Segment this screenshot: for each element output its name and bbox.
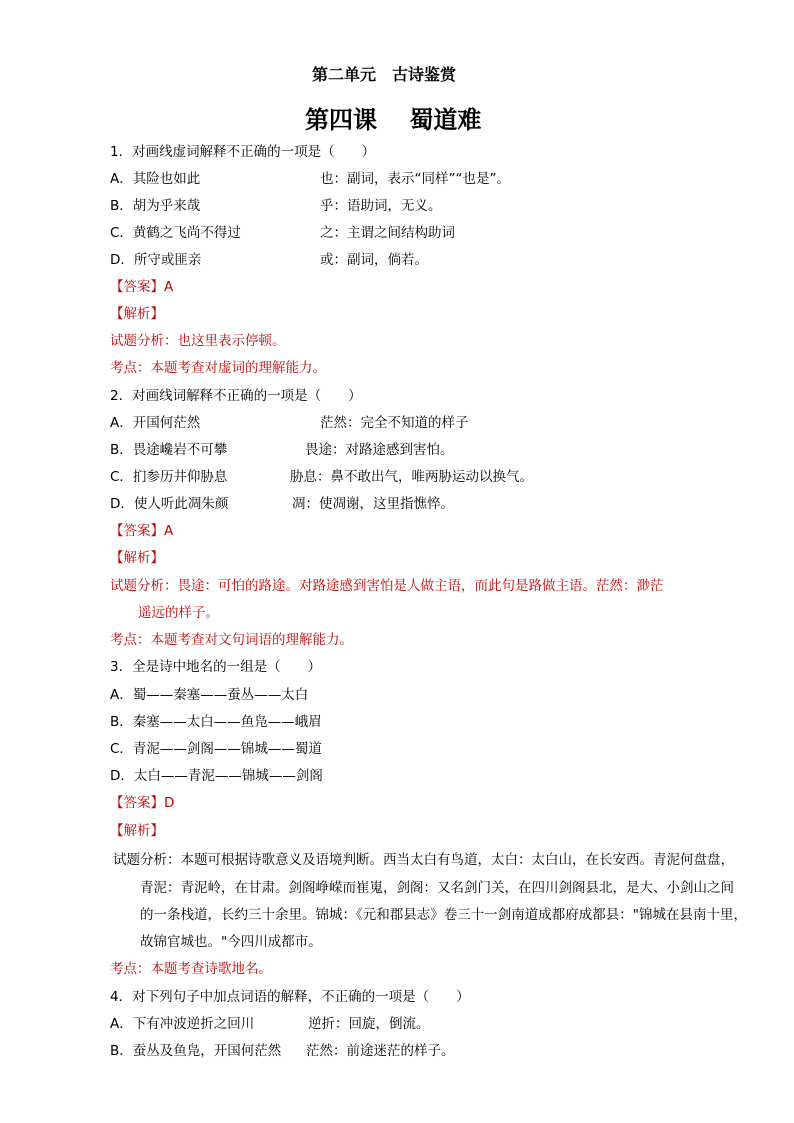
q2-option-b: B．畏途巉岩不可攀 畏途：对路途感到害怕。	[110, 442, 454, 458]
q4-option-a-note: 逆折：回旋，倒流。	[308, 1016, 430, 1032]
q3-option-b: B．秦塞——太白——鱼凫——峨眉	[110, 714, 322, 730]
q3-analysis-label: 【解析】	[110, 823, 164, 839]
q1-point: 考点：本题考查对虚词的理解能力。	[110, 360, 326, 376]
unit-title: 第二单元 古诗鉴赏	[312, 65, 457, 84]
q3-option-c: C．青泥——剑阁——锦城——蜀道	[110, 741, 322, 757]
q2-option-c: C．扪参历井仰胁息 胁息：鼻不敢出气，唯两胁运动以换气。	[110, 469, 533, 485]
q3-question: 3．全是诗中地名的一组是（ ）	[110, 659, 322, 675]
q1-option-b: B．胡为乎来哉 乎：语助词，无义。	[110, 198, 442, 214]
q3-option-d: D．太白——青泥——锦城——剑阁	[110, 768, 323, 784]
q2-option-b-note: 畏途：对路途感到害怕。	[305, 442, 454, 458]
q3-analysis-line-2: 青泥：青泥岭，在甘肃。剑阁峥嵘而崔嵬，剑阁：又名剑门关，在四川剑阁县北，是大、小剑山之间	[140, 880, 734, 896]
q3-analysis-line-3: 的一条栈道，长约三十余里。锦城：《元和郡县志》卷三十一剑南道成都府成都县："锦城在县南十里，	[140, 907, 747, 923]
q2-analysis-line-1: 试题分析：畏途：可怕的路途。对路途感到害怕是人做主语，而此句是路做主语。茫然：渺茫	[110, 578, 664, 594]
q3-analysis-line-4: 故锦官城也。"今四川成都市。	[140, 934, 322, 950]
q3-analysis-line-1: 试题分析：本题可根据诗歌意义及语境判断。西当太白有鸟道，太白：太白山，在长安西。青泥何盘盘，	[113, 852, 734, 868]
q3-answer: 【答案】D	[110, 795, 175, 811]
q1-analysis-label: 【解析】	[110, 306, 164, 322]
q2-point: 考点：本题考查对文句词语的理解能力。	[110, 632, 353, 648]
q2-option-a: A．开国何茫然 茫然：完全不知道的样子	[110, 415, 469, 431]
q4-option-b-note: 茫然：前途迷茫的样子。	[306, 1043, 455, 1059]
q1-option-c-note: 之：主谓之间结构助词	[320, 225, 455, 241]
q1-option-c: C．黄鹤之飞尚不得过 之：主谓之间结构助词	[110, 225, 455, 241]
q1-option-b-note: 乎：语助词，无义。	[320, 198, 442, 214]
q2-answer: 【答案】A	[110, 523, 174, 539]
q4-option-b: B．蚕丛及鱼凫，开国何茫然 茫然：前途迷茫的样子。	[110, 1043, 455, 1059]
q1-option-d: D．所守或匪亲 或：副词，倘若。	[110, 252, 428, 268]
q3-option-a: A．蜀——秦塞——蚕丛——太白	[110, 687, 309, 703]
q2-analysis-label: 【解析】	[110, 550, 164, 566]
q1-option-a-note: 也：副词，表示“同样”“也是”。	[320, 171, 510, 187]
q2-question: 2．对画线词解释不正确的一项是（ ）	[110, 388, 362, 404]
q1-option-d-note: 或：副词，倘若。	[320, 252, 428, 268]
q4-option-a: A．下有冲波逆折之回川 逆折：回旋，倒流。	[110, 1016, 430, 1032]
q2-option-c-note: 胁息：鼻不敢出气，唯两胁运动以换气。	[290, 469, 533, 485]
lesson-title: 第四课 蜀道难	[305, 105, 482, 134]
q2-analysis-line-2: 遥远的样子。	[138, 605, 219, 621]
q2-option-a-note: 茫然：完全不知道的样子	[320, 415, 469, 431]
q1-option-a: A．其险也如此 也：副词，表示“同样”“也是”。	[110, 171, 510, 187]
q1-answer: 【答案】A	[110, 279, 174, 295]
q1-question: 1．对画线虚词解释不正确的一项是（ ）	[110, 144, 376, 160]
q4-question: 4．对下列句子中加点词语的解释，不正确的一项是（ ）	[110, 989, 470, 1005]
q2-option-d: D．使人听此凋朱颜 凋：使凋谢，这里指憔悴。	[110, 496, 454, 512]
q2-option-d-note: 凋：使凋谢，这里指憔悴。	[292, 496, 454, 512]
q3-point: 考点：本题考查诗歌地名。	[110, 961, 272, 977]
q1-analysis: 试题分析：也这里表示停顿。	[110, 333, 286, 349]
